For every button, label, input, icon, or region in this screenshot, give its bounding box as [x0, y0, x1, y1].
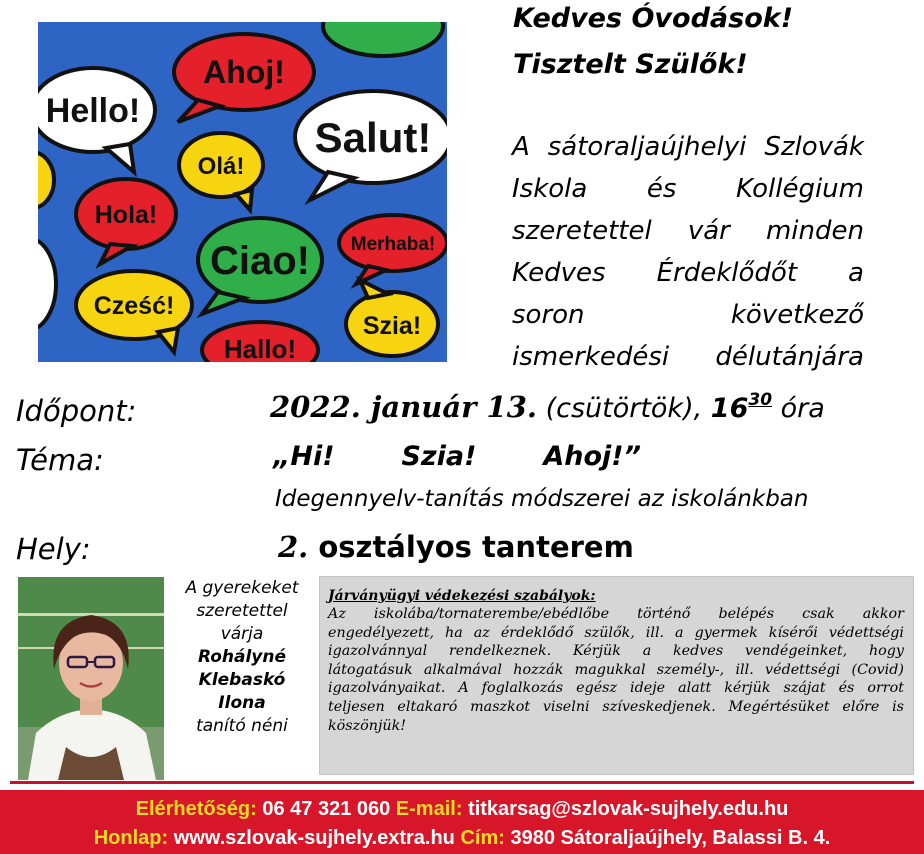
covid-line: igazolványaikat. A foglalkozás egész ideje alatt kérjük szájat és orrot: [328, 680, 904, 697]
covid-line: teljesen eltakaró maszkot viselni szíveskedjenek. Megértésüket előre is: [328, 698, 904, 715]
bubble-text: Hola!: [94, 201, 158, 229]
bubble-text: Hello!: [45, 92, 141, 130]
footer-row-contact: [0, 799, 924, 819]
event-date: 2022. január 13.: [270, 390, 537, 424]
teacher-caption: [168, 577, 316, 738]
address-label: Cím:: [460, 827, 505, 849]
email-label: E-mail:: [395, 798, 463, 820]
email-link[interactable]: titkarsag@szlovak-sujhely.edu.hu: [462, 798, 789, 820]
intro-line: A sátoraljaújhelyi Szlovák: [512, 132, 864, 162]
teacher-line: A gyerekeket: [185, 578, 299, 598]
covid-rules-text: [328, 605, 904, 735]
covid-line: igazolvánnyal rendelkeznek. Kérjük a kedves vendégeinket, hogy: [328, 643, 904, 660]
topic-word: Szia!: [401, 441, 477, 472]
topic-label: Téma:: [16, 443, 104, 477]
topic-word: „Hi!: [273, 441, 335, 472]
covid-rules-title: Járványügyi védekezési szabályok:: [328, 588, 596, 604]
place-label: Hely:: [16, 532, 91, 566]
intro-line: Iskola és Kollégium: [512, 174, 864, 204]
covid-rules-box: [319, 576, 914, 775]
invitation-text: [512, 126, 864, 378]
time-label: Időpont:: [16, 394, 137, 428]
covid-line: látogatásuk alkalmával hozzák magukkal személy-, ill. védettségi (Covid): [328, 661, 904, 678]
teacher-photo: [18, 577, 164, 780]
place-number: 2.: [278, 530, 309, 564]
teacher-role: tanító néni: [196, 716, 288, 736]
event-hour-unit: óra: [772, 393, 825, 424]
teacher-line: várja: [220, 624, 264, 644]
divider: [10, 781, 914, 784]
bubble-text: Cześć!: [93, 292, 175, 320]
topic-subtitle: Idegennyelv-tanítás módszerei az iskolánkban: [275, 486, 809, 512]
intro-line: soron következő: [512, 300, 864, 330]
event-place: [278, 530, 634, 564]
intro-line: szeretettel vár minden: [512, 216, 864, 246]
topic-word: Ahoj!”: [543, 441, 641, 472]
language-bubbles-illustration: [38, 22, 447, 362]
bubble-text: Ciao!: [210, 239, 310, 283]
phone-number[interactable]: 06 47 321 060: [256, 798, 396, 820]
place-name: osztályos tanterem: [308, 530, 634, 564]
bubble-text: Ahoj!: [203, 54, 285, 90]
website-link[interactable]: www.szlovak-sujhely.extra.hu: [168, 827, 461, 849]
teacher-name: Klebaskó: [198, 670, 286, 690]
contact-footer: [0, 790, 924, 854]
intro-line: Kedves Érdeklődőt a: [512, 258, 864, 288]
web-label: Honlap:: [93, 827, 169, 849]
event-day: (csütörtök),: [536, 393, 711, 424]
bubble-text: Olá!: [197, 153, 245, 180]
intro-line: ismerkedési délutánjára: [512, 342, 864, 372]
event-minute: 30: [748, 390, 773, 410]
covid-line: köszönjük!: [328, 717, 407, 734]
event-hour: 16: [710, 393, 749, 424]
address: 3980 Sátoraljaújhely, Balassi B. 4.: [504, 827, 831, 849]
bubble-text: Salut!: [314, 114, 432, 161]
greeting-line-2: Tisztelt Szülők!: [513, 49, 748, 80]
bubble-text: Hallo!: [223, 334, 297, 362]
greeting-line-1: Kedves Óvodások!: [513, 3, 794, 34]
teacher-line: szeretettel: [196, 601, 288, 621]
covid-line: engedélyezett, ha az érdeklődő szülők, ill. a gyermek kísérői védettségi: [328, 624, 904, 641]
topic-title: [273, 443, 641, 470]
covid-line: Az iskolába/tornaterembe/ebédlőbe történő belépés csak akkor: [328, 606, 904, 622]
teacher-name: Rohályné: [197, 647, 287, 667]
bubble-text: Szia!: [362, 312, 422, 340]
bubble-text: Merhaba!: [350, 234, 436, 255]
contact-label: Elérhetőség:: [135, 798, 257, 820]
teacher-name: Ilona: [218, 693, 266, 713]
event-time: [270, 392, 825, 422]
footer-row-web: [0, 828, 924, 848]
